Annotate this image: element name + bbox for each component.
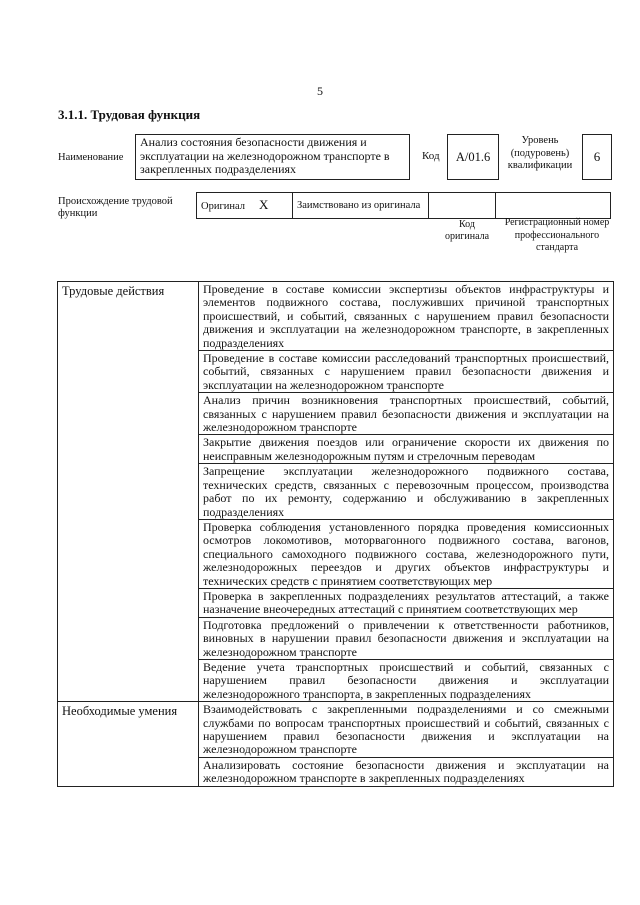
table-row [58, 702, 614, 758]
borrowed-label: Заимствовано из оригинала [297, 200, 421, 211]
functions-table [57, 281, 614, 787]
reg-number-caption: Регистрационный номер профессионального стандарта [504, 217, 610, 253]
table-row [58, 282, 614, 351]
page-number: 5 [317, 84, 323, 98]
borrowed-cell [293, 193, 429, 219]
list-item: Закрытие движения поездов или ограничение скорости их движения по неисправным железнодорожным путям и стрелочным переводам [199, 435, 614, 464]
list-item: Ведение учета транспортных происшествий и событий, связанных с нарушением правил безопасности движения и эксплуатации железнодорожного транспорта, в закрепленных подразделениях [199, 659, 614, 701]
list-item: Анализ причин возникновения транспортных происшествий, событий, связанных с нарушением правил безопасности движения и эксплуатации на железнодорожном транспорте [199, 393, 614, 435]
list-item: Взаимодействовать с закрепленными подразделениями и со смежными службами по вопросам транспортных происшествий и событий, связанных с нарушением правил безопасности движения и эксплуатации на железнодорожном транспорте [199, 702, 614, 758]
function-code-value: А/01.6 [447, 134, 499, 180]
level-value: 6 [582, 134, 612, 180]
reg-number-cell [496, 193, 611, 219]
original-mark: Х [259, 197, 269, 212]
original-label: Оригинал [201, 201, 245, 212]
original-code-caption: Код оригинала [444, 219, 490, 242]
list-item: Подготовка предложений о привлечении к ответственности работников, виновных в нарушении правил безопасности движения и эксплуатации на железнодорожном транспорте [199, 617, 614, 659]
list-item: Анализировать состояние безопасности движения и эксплуатации на железнодорожном транспорте в закрепленных подразделениях [199, 757, 614, 786]
list-item: Проведение в составе комиссии расследований транспортных происшествий, событий, связанных с нарушением правил безопасности движения и эксплуатации на железнодорожном транспорте [199, 351, 614, 393]
section-title-actions: Трудовые действия [58, 282, 199, 702]
section-title-skills: Необходимые умения [58, 702, 199, 786]
original-cell [197, 193, 293, 219]
list-item: Проверка соблюдения установленного порядка проведения комиссионных осмотров локомотивов, моторвагонного подвижного состава, вагонов, специального самоходного подвижного состава, железнодорожного пути, железнодорожных переездов и других объектов инфраструктуры и технических средств с принятием соответствующих мер [199, 519, 614, 588]
origin-table [196, 192, 611, 219]
original-code-cell [429, 193, 496, 219]
section-title: 3.1.1. Трудовая функция [58, 107, 201, 122]
function-name-value: Анализ состояния безопасности движения и эксплуатации на железнодорожном транспорте в закрепленных подразделениях [135, 134, 410, 180]
code-label: Код [422, 150, 440, 162]
name-label: Наименование [58, 152, 124, 163]
level-label: Уровень (подуровень) квалификации [507, 135, 573, 171]
list-item: Запрещение эксплуатации железнодорожного подвижного состава, технических средств, связанных с перевозочным процессом, производства работ по их ремонту, содержанию и обслуживанию в закрепленных подразделениях [199, 464, 614, 520]
list-item: Проверка в закрепленных подразделениях результатов аттестаций, а также назначение внеочередных аттестаций с принятием соответствующих мер [199, 588, 614, 617]
list-item: Проведение в составе комиссии экспертизы объектов инфраструктуры и элементов подвижного состава, послуживших причиной транспортных происшествий, и событий, связанных с нарушением правил безопасности движения и эксплуатации на железнодорожном транспорте, в закрепленных подразделениях [199, 282, 614, 351]
origin-label: Происхождение трудовой функции [58, 196, 173, 219]
